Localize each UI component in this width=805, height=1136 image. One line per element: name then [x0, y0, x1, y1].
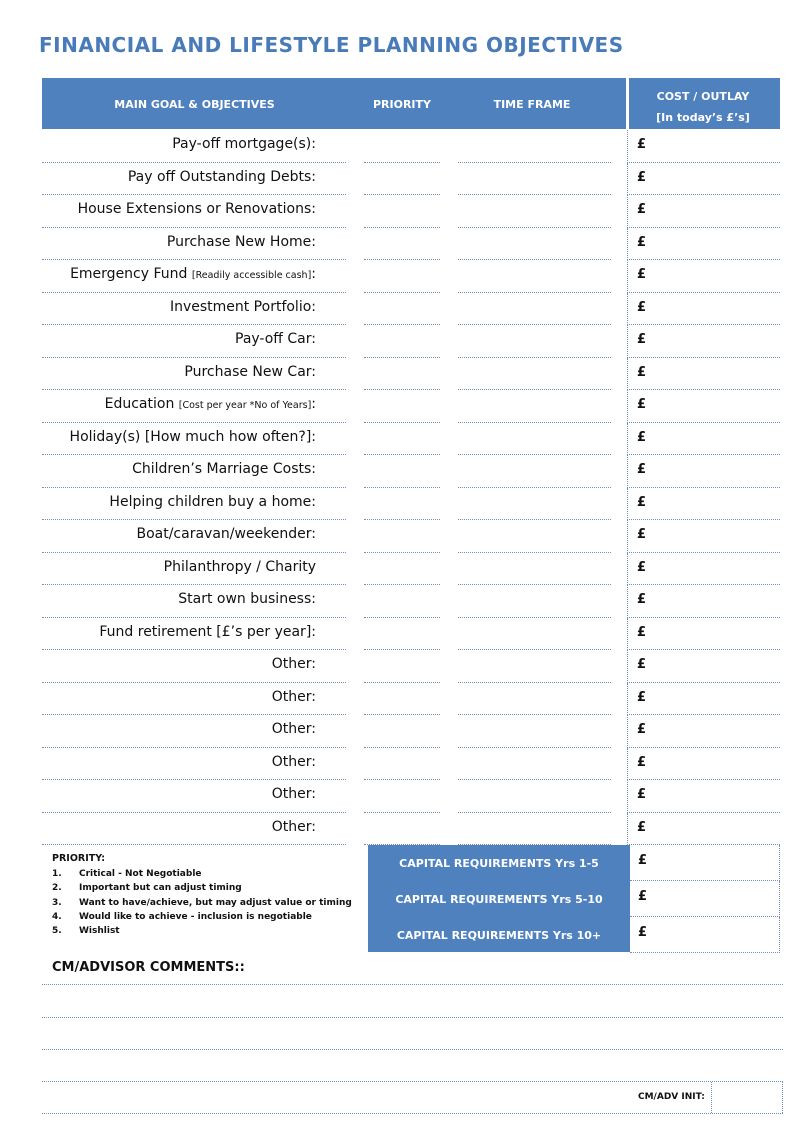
goal-label — [272, 786, 316, 802]
goal-label-text: Pay-off Car: — [235, 331, 316, 347]
time-frame-field[interactable] — [458, 780, 611, 813]
priority-field[interactable] — [364, 325, 440, 358]
priority-field[interactable] — [364, 553, 440, 586]
goal-label — [70, 429, 316, 445]
goal-label-note: [Cost per year *No of Years] — [178, 400, 312, 411]
time-frame-field[interactable] — [458, 293, 611, 326]
time-frame-field[interactable] — [458, 130, 611, 163]
goal-label-text: Start own business: — [178, 591, 316, 607]
time-frame-field[interactable] — [458, 553, 611, 586]
priority-field[interactable] — [364, 780, 440, 813]
pound-sign: £ — [637, 787, 647, 802]
goal-label-cell — [42, 163, 346, 196]
goal-label-cell — [42, 618, 346, 651]
pound-sign: £ — [637, 397, 647, 412]
priority-legend-text: Important but can adjust timing — [79, 883, 242, 894]
pound-sign: £ — [637, 364, 647, 380]
goal-label-text: Children’s Marriage Costs: — [132, 461, 316, 477]
capital-req-label-5-10: CAPITAL REQUIREMENTS Yrs 5-10 — [395, 893, 603, 906]
goal-label-text: Holiday(s) [How much how often?]: — [69, 428, 316, 445]
table-row — [42, 293, 780, 326]
time-frame-field[interactable] — [458, 618, 611, 651]
goal-label-text: Emergency Fund — [70, 266, 192, 282]
goal-label-text: Other: — [271, 656, 316, 672]
goal-label-cell — [42, 358, 346, 391]
capital-req-input-10plus[interactable] — [630, 917, 780, 953]
goal-label — [164, 559, 316, 575]
cost-field[interactable] — [627, 650, 780, 683]
table-row — [42, 390, 780, 423]
time-frame-field[interactable] — [458, 813, 611, 846]
goal-label-cell — [42, 553, 346, 586]
pound-sign: £ — [637, 332, 647, 347]
adviser-init-label: CM/ADV INIT: — [638, 1092, 705, 1102]
priority-legend-number: 5. — [52, 926, 62, 937]
goal-label-cell — [42, 780, 346, 813]
goal-label-text: Investment Portfolio: — [169, 298, 316, 315]
pound-sign: £ — [638, 853, 648, 868]
cost-field[interactable] — [627, 390, 780, 423]
goal-label-text: Helping children buy a home: — [109, 493, 316, 510]
comment-line[interactable] — [42, 984, 783, 985]
goal-label-suffix: : — [311, 266, 316, 282]
cost-field[interactable] — [627, 488, 780, 521]
goal-label-text: Other: — [271, 688, 316, 705]
goal-label-text: Pay off Outstanding Debts: — [127, 168, 316, 185]
priority-field[interactable] — [364, 130, 440, 163]
goal-label-text: Purchase New Home: — [166, 233, 316, 250]
table-row — [42, 260, 780, 293]
cost-field[interactable] — [627, 780, 780, 813]
priority-field[interactable] — [364, 683, 440, 716]
priority-legend-item — [52, 910, 362, 924]
goal-label — [170, 299, 316, 315]
priority-legend-number: 3. — [52, 897, 62, 908]
priority-field[interactable] — [364, 650, 440, 683]
priority-field[interactable] — [364, 813, 440, 846]
table-row — [42, 228, 780, 261]
objectives-table — [42, 130, 780, 845]
pound-sign: £ — [638, 925, 648, 940]
priority-legend — [52, 853, 362, 938]
priority-legend-item — [52, 867, 362, 881]
goal-label — [70, 266, 316, 282]
table-row — [42, 130, 780, 163]
goal-label-cell — [42, 228, 346, 261]
goal-label-cell — [42, 683, 346, 716]
cost-field[interactable] — [627, 260, 780, 293]
table-row — [42, 618, 780, 651]
goal-label — [167, 234, 316, 250]
goal-label — [272, 656, 316, 672]
cost-field[interactable] — [627, 358, 780, 391]
goal-label — [99, 624, 316, 640]
time-frame-field[interactable] — [458, 260, 611, 293]
goal-label — [172, 136, 316, 152]
table-row — [42, 780, 780, 813]
table-row — [42, 455, 780, 488]
goal-label-cell — [42, 585, 346, 618]
pound-sign: £ — [637, 527, 647, 542]
goal-label-cell — [42, 260, 346, 293]
goal-label-cell — [42, 293, 346, 326]
header-time-frame: TIME FRAME — [493, 98, 571, 111]
goal-label-cell — [42, 813, 346, 846]
cost-field[interactable] — [627, 813, 780, 846]
goal-label-text: Fund retirement [£’s per year]: — [99, 623, 316, 640]
goal-label-text: House Extensions or Renovations: — [77, 201, 316, 217]
pound-sign: £ — [637, 462, 647, 477]
priority-legend-item — [52, 896, 362, 910]
priority-legend-list — [52, 867, 362, 938]
goal-label — [272, 754, 316, 770]
cost-field[interactable] — [627, 228, 780, 261]
cost-field[interactable] — [627, 618, 780, 651]
goal-label — [136, 526, 316, 542]
goal-label-cell — [42, 390, 346, 423]
priority-field[interactable] — [364, 520, 440, 553]
pound-sign: £ — [637, 559, 647, 575]
time-frame-field[interactable] — [458, 163, 611, 196]
priority-field[interactable] — [364, 488, 440, 521]
pound-sign: £ — [637, 429, 647, 445]
goal-label — [235, 331, 316, 347]
table-row — [42, 553, 780, 586]
goal-label-text: Other: — [271, 786, 316, 802]
pound-sign: £ — [637, 722, 647, 737]
priority-legend-text: Want to have/achieve, but may adjust value or timing — [79, 897, 352, 908]
time-frame-field[interactable] — [458, 683, 611, 716]
goal-label-cell — [42, 488, 346, 521]
goal-label-cell — [42, 325, 346, 358]
priority-field[interactable] — [364, 260, 440, 293]
time-frame-field[interactable] — [458, 455, 611, 488]
goal-label — [272, 819, 316, 835]
goal-label — [128, 169, 316, 185]
goal-label-note: [Readily accessible cash] — [191, 270, 312, 281]
pound-sign: £ — [638, 889, 648, 904]
goal-label-text: Education — [104, 396, 179, 412]
goal-label-text: Philanthropy / Charity — [163, 558, 316, 575]
table-row — [42, 585, 780, 618]
capital-req-label-10plus: CAPITAL REQUIREMENTS Yrs 10+ — [396, 929, 602, 942]
pound-sign: £ — [637, 592, 647, 607]
header-cost-line1: COST / OUTLAY — [656, 90, 750, 103]
table-row — [42, 813, 780, 846]
table-row — [42, 650, 780, 683]
goal-label — [178, 591, 316, 607]
capital-req-input-5-10[interactable] — [630, 881, 780, 917]
goal-label-text: Other: — [271, 818, 316, 835]
priority-field[interactable] — [364, 748, 440, 781]
cost-field[interactable] — [627, 585, 780, 618]
goal-label — [109, 494, 316, 510]
time-frame-field[interactable] — [458, 650, 611, 683]
pound-sign: £ — [637, 494, 647, 510]
capital-req-input-1-5[interactable] — [630, 845, 780, 881]
time-frame-field[interactable] — [458, 520, 611, 553]
time-frame-field[interactable] — [458, 358, 611, 391]
goal-label — [272, 721, 316, 737]
cost-field[interactable] — [627, 683, 780, 716]
goal-label-cell — [42, 195, 346, 228]
header-priority: PRIORITY — [372, 98, 431, 111]
pound-sign: £ — [637, 202, 647, 217]
pound-sign: £ — [637, 754, 647, 770]
priority-field[interactable] — [364, 715, 440, 748]
table-row — [42, 683, 780, 716]
time-frame-field[interactable] — [458, 715, 611, 748]
comment-line[interactable] — [42, 1113, 783, 1114]
cost-field[interactable] — [627, 553, 780, 586]
table-row — [42, 423, 780, 456]
priority-legend-text: Critical - Not Negotiable — [79, 869, 202, 879]
comment-line[interactable] — [42, 1081, 783, 1082]
cost-field[interactable] — [627, 130, 780, 163]
table-row — [42, 163, 780, 196]
pound-sign: £ — [637, 819, 647, 835]
priority-legend-number: 2. — [52, 883, 62, 894]
cost-field[interactable] — [627, 195, 780, 228]
header-cost — [626, 86, 780, 128]
goal-label-suffix: : — [311, 396, 316, 412]
cost-field[interactable] — [627, 163, 780, 196]
pound-sign: £ — [637, 234, 647, 250]
time-frame-field[interactable] — [458, 325, 611, 358]
table-row — [42, 520, 780, 553]
priority-legend-number: 4. — [52, 911, 62, 922]
goal-label-cell — [42, 130, 346, 163]
priority-legend-text: Wishlist — [79, 926, 120, 937]
goal-label-text: Purchase New Car: — [184, 363, 316, 380]
priority-field[interactable] — [364, 585, 440, 618]
priority-field[interactable] — [364, 358, 440, 391]
table-row — [42, 748, 780, 781]
cost-field[interactable] — [627, 455, 780, 488]
priority-field[interactable] — [364, 618, 440, 651]
priority-legend-title: PRIORITY: — [52, 853, 106, 864]
cost-field[interactable] — [627, 423, 780, 456]
priority-legend-number: 1. — [52, 869, 62, 879]
goal-label-cell — [42, 715, 346, 748]
page-title: FINANCIAL AND LIFESTYLE PLANNING OBJECTIVES — [39, 33, 624, 57]
goal-label-text: Pay-off mortgage(s): — [172, 136, 316, 152]
table-header — [42, 78, 780, 129]
pound-sign: £ — [637, 137, 647, 152]
table-row — [42, 488, 780, 521]
capital-req-label-1-5: CAPITAL REQUIREMENTS Yrs 1-5 — [399, 857, 599, 870]
time-frame-field[interactable] — [458, 748, 611, 781]
priority-legend-item — [52, 881, 362, 895]
pound-sign: £ — [637, 689, 647, 705]
goal-label-cell — [42, 423, 346, 456]
goal-label-cell — [42, 650, 346, 683]
goal-label-text: Other: — [271, 721, 316, 737]
table-row — [42, 358, 780, 391]
goal-label — [105, 396, 316, 412]
priority-legend-item — [52, 924, 362, 938]
goal-label-cell — [42, 455, 346, 488]
header-goal: MAIN GOAL & OBJECTIVES — [114, 98, 275, 111]
table-row — [42, 195, 780, 228]
comment-line[interactable] — [42, 1049, 783, 1050]
pound-sign: £ — [637, 624, 647, 640]
goal-label-text: Other: — [271, 753, 316, 770]
priority-field[interactable] — [364, 423, 440, 456]
goal-label — [184, 364, 316, 380]
cost-field[interactable] — [627, 293, 780, 326]
goal-label-cell — [42, 748, 346, 781]
header-cost-line2: [In today’s £’s] — [656, 111, 750, 124]
cost-field[interactable] — [627, 748, 780, 781]
pound-sign: £ — [637, 299, 647, 315]
cost-field[interactable] — [627, 520, 780, 553]
table-row — [42, 715, 780, 748]
capital-requirements-block — [368, 845, 630, 952]
time-frame-field[interactable] — [458, 195, 611, 228]
priority-field[interactable] — [364, 293, 440, 326]
time-frame-field[interactable] — [458, 423, 611, 456]
comment-line[interactable] — [42, 1017, 783, 1018]
cost-field[interactable] — [627, 715, 780, 748]
priority-field[interactable] — [364, 163, 440, 196]
priority-field[interactable] — [364, 390, 440, 423]
priority-legend-text: Would like to achieve - inclusion is negotiable — [79, 911, 312, 922]
goal-label-text: Boat/caravan/weekender: — [136, 526, 316, 542]
priority-field[interactable] — [364, 228, 440, 261]
time-frame-field[interactable] — [458, 488, 611, 521]
adviser-init-field[interactable] — [711, 1082, 783, 1113]
pound-sign: £ — [637, 267, 647, 282]
goal-label — [132, 461, 316, 477]
priority-field[interactable] — [364, 195, 440, 228]
pound-sign: £ — [637, 169, 647, 185]
priority-field[interactable] — [364, 455, 440, 488]
capital-requirements-values — [630, 845, 780, 952]
time-frame-field[interactable] — [458, 390, 611, 423]
comments-title: CM/ADVISOR COMMENTS:: — [52, 960, 245, 975]
goal-label — [78, 201, 316, 217]
goal-label-cell — [42, 520, 346, 553]
pound-sign: £ — [637, 657, 647, 672]
table-row — [42, 325, 780, 358]
time-frame-field[interactable] — [458, 585, 611, 618]
time-frame-field[interactable] — [458, 228, 611, 261]
goal-label — [272, 689, 316, 705]
cost-field[interactable] — [627, 325, 780, 358]
